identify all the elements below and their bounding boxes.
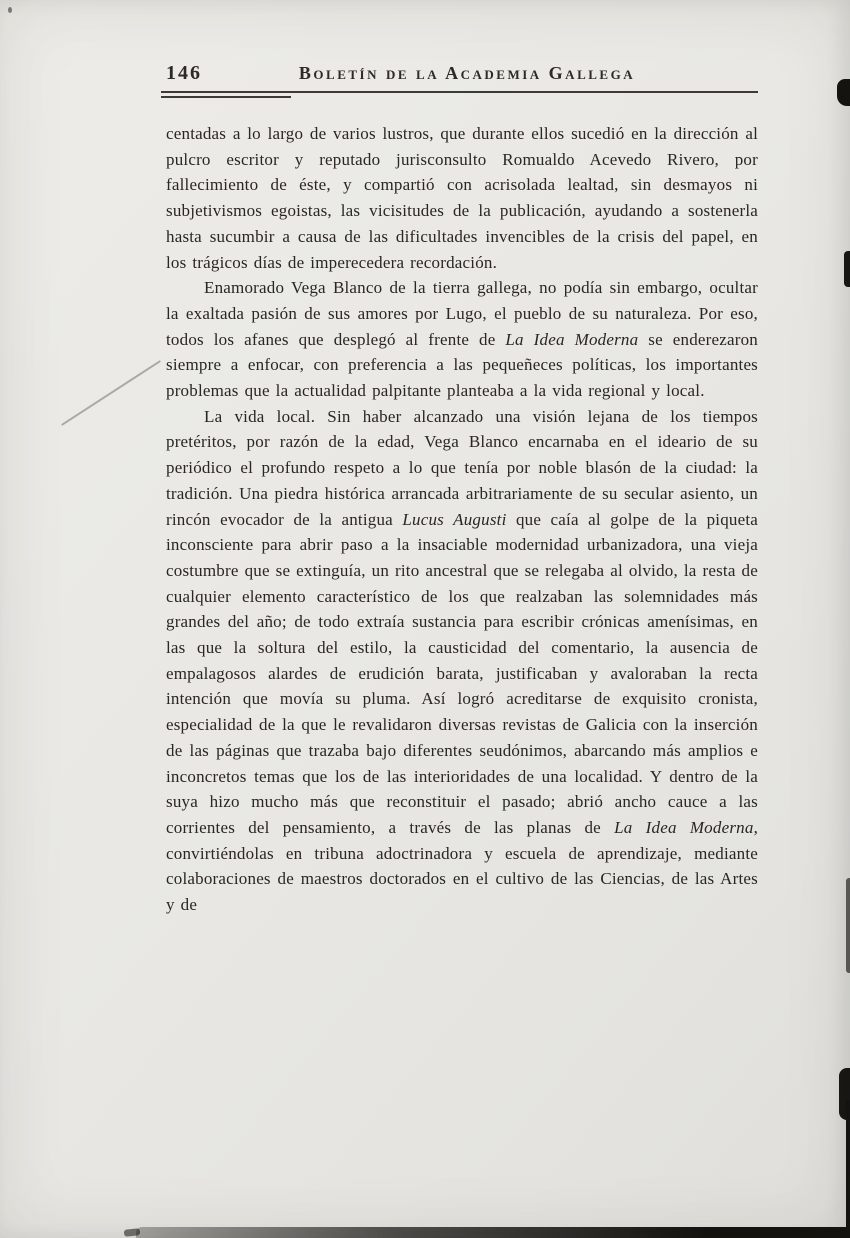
scan-artifact bbox=[8, 7, 12, 13]
journal-title: Boletín de la Academia Gallega bbox=[298, 63, 636, 83]
page-number-rule bbox=[161, 96, 291, 98]
text-segment: , convirtiéndolas en tribuna adoctrinadora y escuela de aprendizaje, mediante colaboraciones de maestros doctorados en el cultivo de las Ciencias, de las Artes y de bbox=[166, 817, 759, 915]
text-segment: Enamorado Vega Blanco de la tierra gallega, no podía sin embargo, ocultar la exaltada pasión de sus amores por Lugo, el pueblo de su naturaleza. Por eso, todos los afanes que desplegó al frente de bbox=[166, 278, 758, 349]
scan-artifact bbox=[839, 1068, 850, 1120]
body-text bbox=[166, 121, 758, 918]
italic-text: La Idea Moderna bbox=[614, 817, 754, 837]
text-segment: se enderezaron siempre a enfocar, con preferencia a las pequeñeces políticas, los importantes problemas que la actualidad palpitante planteaba a la vida regional y local. bbox=[166, 329, 758, 401]
paragraph bbox=[166, 404, 758, 918]
scan-artifact bbox=[846, 878, 850, 973]
scan-artifact bbox=[61, 360, 161, 426]
scan-artifact bbox=[124, 1228, 141, 1237]
scan-artifact bbox=[837, 79, 850, 106]
scan-artifact bbox=[844, 251, 850, 287]
text-segment: La vida local. Sin haber alcanzado una visión lejana de los tiempos pretéritos, por razón de la edad, Vega Blanco encarnaba en el ideario de su periódico el profundo respeto a lo que tenía por noble blasón de la ciudad: la tradición. Una piedra histórica arrancada arbitrariamente de su secular asiento, un rincón evocador de la antigua bbox=[166, 406, 758, 529]
text-segment: que caía al golpe de la piqueta inconsciente para abrir paso a la insaciable modernidad urbanizadora, una vieja costumbre que se extinguía, un rito ancestral que se relegaba al olvido, la resta de cualquier elemento característico de los que realzaban las solemnidades más grandes del año; de todo extraía sustancia para escribir crónicas amenísimas, en las que la soltura del estilo, la causticidad del comentario, la ausencia de empalagosos alardes de erudición barata, justificaban y avaloraban la recta intención que movía su pluma. Así logró acreditarse de exquisito cronista, especialidad de la que le revalidaron diversas revistas de Galicia con la inserción de las páginas que trazaba bajo diferentes seudónimos, abarcando más amplios e inconcretos temas que los de las interioridades de una localidad. Y dentro de la suya hizo mucho más que reconstituir el pasado; abrió ancho cauce a las corrientes del pensamiento, a través de las planas de bbox=[166, 509, 759, 837]
paragraph bbox=[166, 121, 758, 275]
page-header bbox=[166, 62, 758, 85]
text-segment: centadas a lo largo de varios lustros, que durante ellos sucedió en la dirección al pulcro escritor y reputado jurisconsulto Romualdo Acevedo Rivero, por fallecimiento de éste, y compartió con acrisolada lealtad, sin desmayos ni subjetivismos egoistas, las vicisitudes de la publicación, ayudando a sostenerla hasta sucumbir a causa de las dificultades invencibles de la crisis del papel, en los trágicos días de imperecedera recordación. bbox=[166, 124, 758, 272]
italic-text: Lucus Augusti bbox=[402, 509, 507, 529]
header-rule bbox=[161, 91, 758, 93]
scan-artifact bbox=[846, 1100, 850, 1238]
page-number: 146 bbox=[166, 62, 202, 84]
italic-text: La Idea Moderna bbox=[505, 329, 639, 349]
scan-artifact bbox=[136, 1227, 850, 1238]
paragraph bbox=[166, 275, 758, 404]
